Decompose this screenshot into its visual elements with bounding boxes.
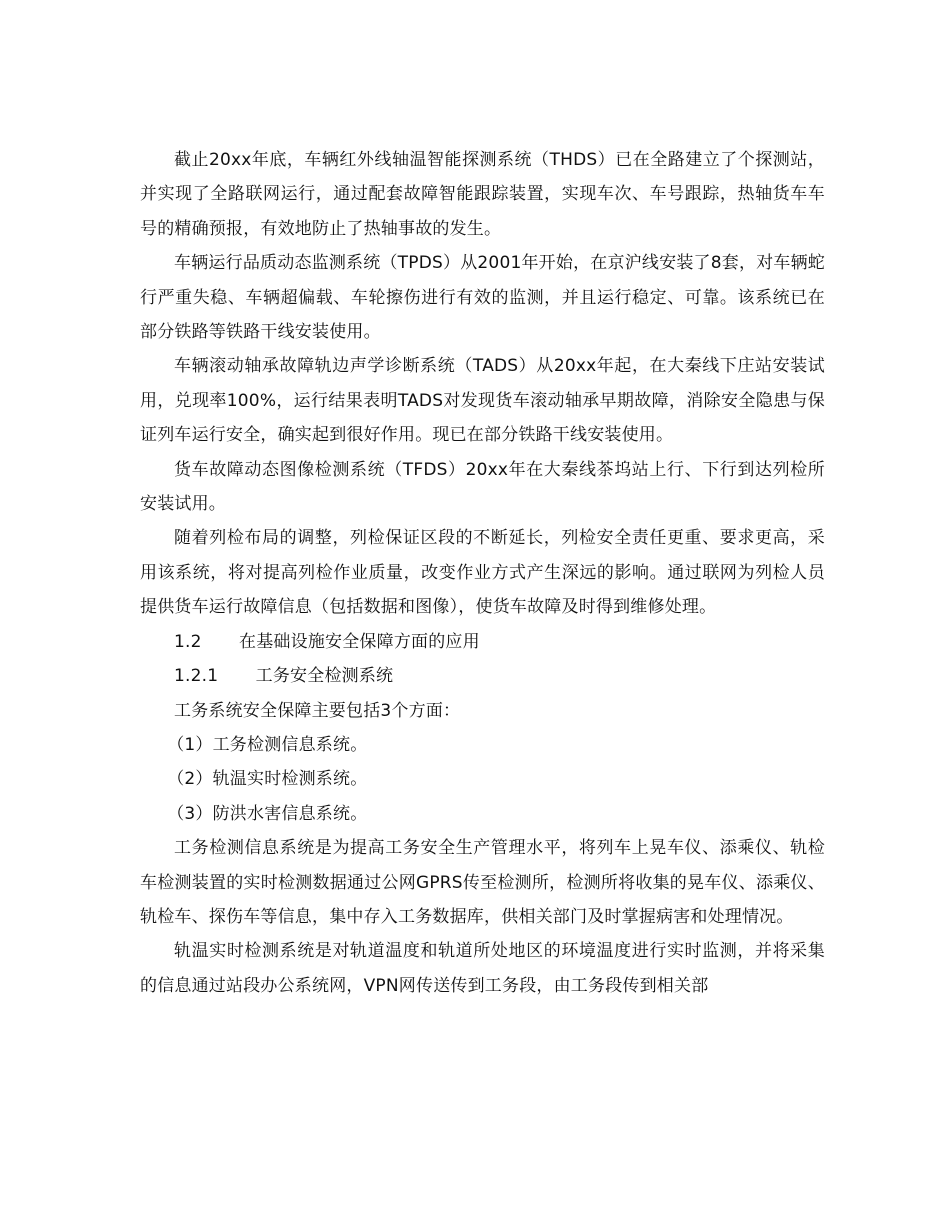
paragraph-thds: 截止20xx年底，车辆红外线轴温智能探测系统（THDS）已在全路建立了个探测站，并实现了全路联网运行，通过配套故障智能跟踪装置，实现车次、车号跟踪，热轴货车车号的精确预报，有效地防止了热轴事故的发生。 xyxy=(140,150,825,239)
section-heading-1-2 xyxy=(140,625,825,659)
paragraph-rail-temperature: 轨温实时检测系统是对轨道温度和轨道所处地区的环境温度进行实时监测，并将采集的信息通过站段办公系统网，VPN网传送传到工务段，由工务段传到相关部 xyxy=(140,941,825,996)
intro-line: 工务系统安全保障主要包括3个方面： xyxy=(174,700,461,721)
paragraph-inspection-system: 工务检测信息系统是为提高工务安全生产管理水平，将列车上晃车仪、添乘仪、轨检车检测装置的实时检测数据通过公网GPRS传至检测所，检测所将收集的晃车仪、添乘仪、轨检车、探伤车等信息，集中存入工务数据库，供相关部门及时掌握病害和处理情况。 xyxy=(140,838,825,927)
section-title: 工务安全检测系统 xyxy=(255,666,394,687)
paragraph-tfds: 货车故障动态图像检测系统（TFDS）20xx年在大秦线茶坞站上行、下行到达列检所安装试用。 xyxy=(140,459,825,515)
section-title: 在基础设施安全保障方面的应用 xyxy=(239,631,480,652)
list-item: （2）轨温实时检测系统。 xyxy=(167,769,368,790)
paragraph-tads: 车辆滚动轴承故障轨边声学诊断系统（TADS）从20xx年起，在大秦线下庄站安装试用，兑现率100%，运行结果表明TADS对发现货车滚动轴承早期故障，消除安全隐患与保证列车运行安全，确实起到很好作用。现已在部分铁路干线安装使用。 xyxy=(140,356,825,446)
list-item: （1）工务检测信息系统。 xyxy=(167,734,368,755)
paragraph-tpds: 车辆运行品质动态监测系统（TPDS）从2001年开始，在京沪线安装了8套，对车辆蛇行严重失稳、车辆超偏载、车轮擦伤进行有效的监测，并且运行稳定、可靠。该系统已在部分铁路等铁路干线安装使用。 xyxy=(140,253,825,343)
section-number: 1.2.1 xyxy=(174,666,219,687)
document-body xyxy=(140,143,825,1003)
paragraph-layout-adjustment: 随着列检布局的调整，列检保证区段的不断延长，列检安全责任更重、要求更高，采用该系统，将对提高列检作业质量，改变作业方式产生深远的影响。通过联网为列检人员提供货车运行故障信息（包括数据和图像），使货车故障及时得到维修处理。 xyxy=(140,528,825,618)
section-number: 1.2 xyxy=(174,631,202,652)
section-heading-1-2-1 xyxy=(140,659,825,693)
list-item: （3）防洪水害信息系统。 xyxy=(167,803,368,824)
